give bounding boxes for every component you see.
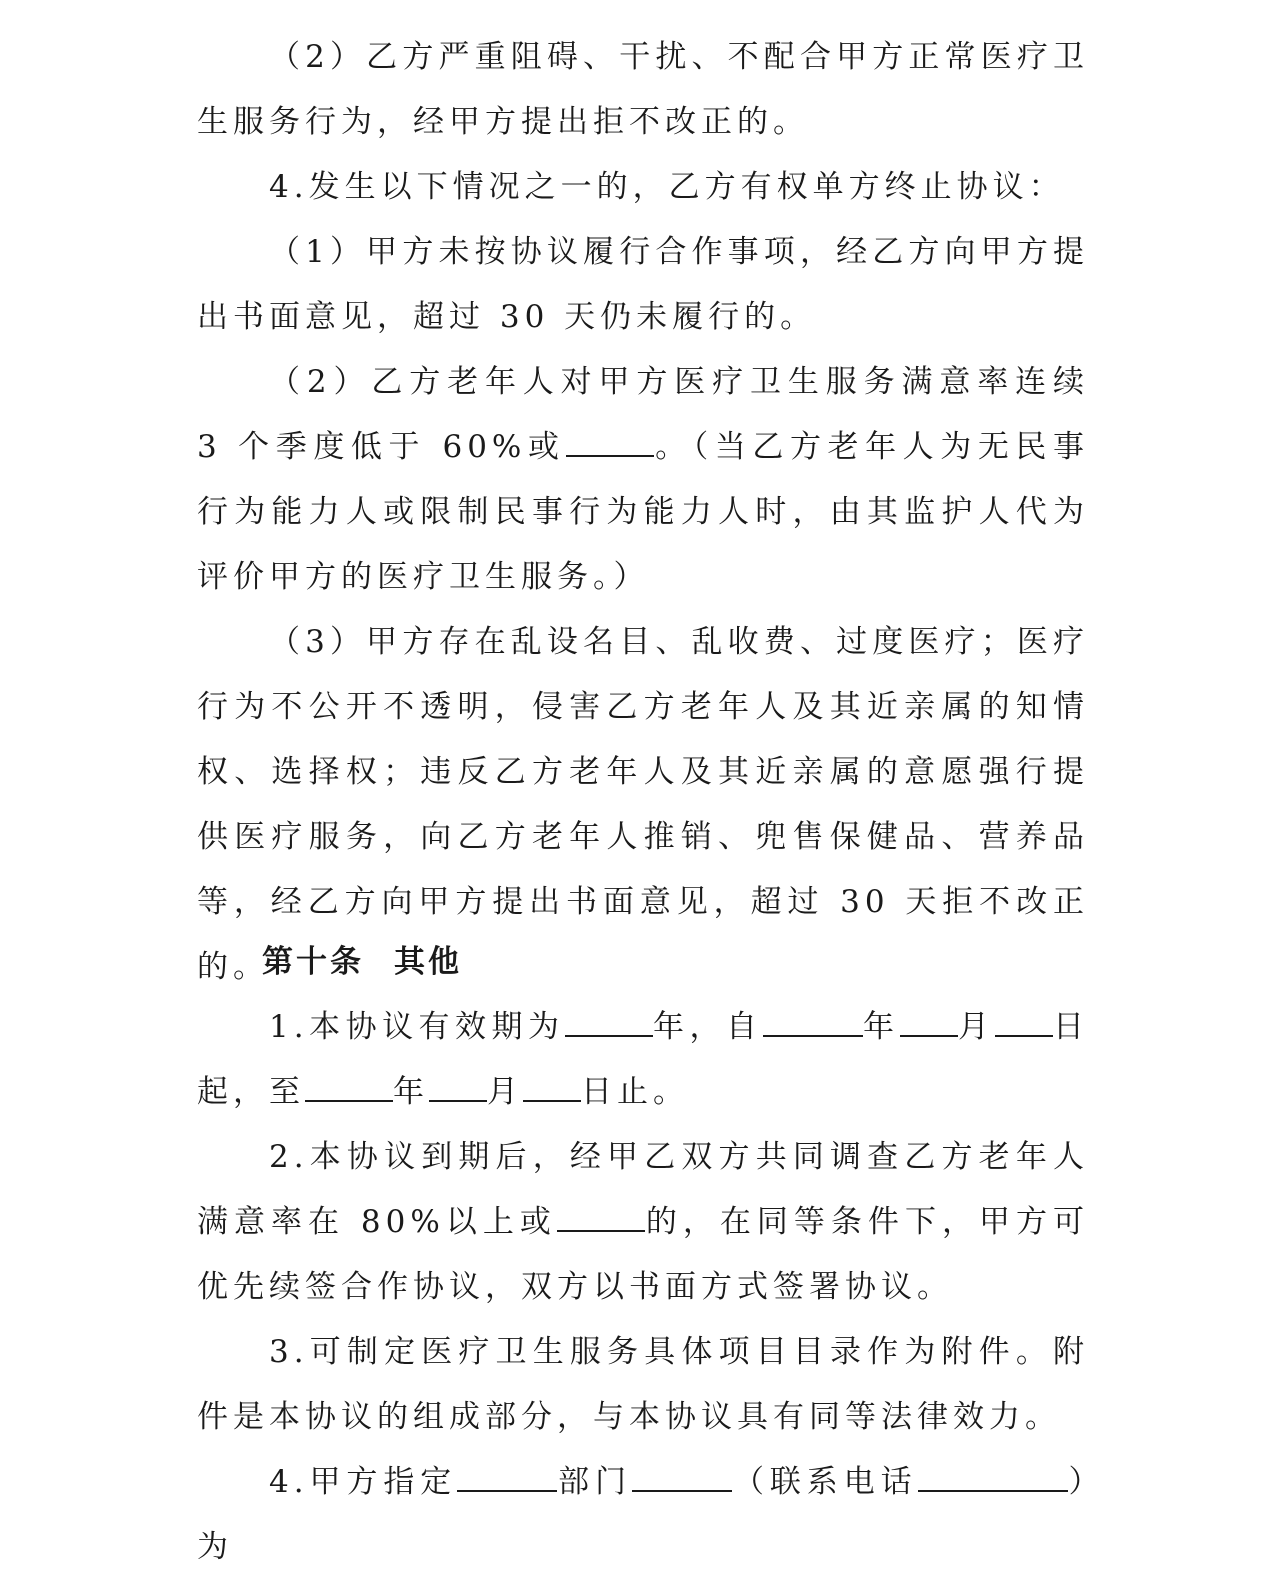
blank-field-start-day[interactable] [995, 1007, 1053, 1037]
blank-field-renewal-condition[interactable] [557, 1202, 645, 1232]
section-title: 其他 [394, 944, 462, 980]
clause4-text-c: （联系电话 [732, 1464, 918, 1500]
clause4-text-d: ）为 [197, 1464, 1090, 1565]
blank-field-start-year[interactable] [763, 1007, 863, 1037]
clause-appendix: 3.可制定医疗卫生服务具体项目目录作为附件。附件是本协议的组成部分，与本协议具有同等法律效力。 [197, 1334, 1089, 1435]
blank-field-satisfaction[interactable] [566, 427, 654, 457]
section-heading [262, 930, 462, 995]
clause1-text-a: 1.本协议有效期为 [269, 1009, 565, 1045]
clause1-text-c: 年 [862, 1009, 900, 1045]
blank-field-end-day[interactable] [523, 1072, 581, 1102]
clause-designated-department [197, 1450, 1089, 1580]
clause1-text-b: 年，自 [652, 1009, 763, 1045]
clause1-text-g: 月 [487, 1074, 523, 1110]
clause4-text-a: 4.甲方指定 [269, 1464, 458, 1500]
clause-renewal [197, 1125, 1089, 1320]
blank-field-designated-party[interactable] [457, 1462, 557, 1492]
blank-field-department[interactable] [632, 1462, 732, 1492]
paragraph-improper-practices: （3）甲方存在乱设名目、乱收费、过度医疗；医疗行为不公开不透明，侵害乙方老年人及其近亲属的知情权、选择权；违反乙方老年人及其近亲属的意愿强行提供医疗服务，向乙方老年人推销、兜售保健品、营养品等，经乙方向甲方提出书面意见，超过 30 天拒不改正的。 [197, 624, 1089, 985]
paragraph-party-a-nonperformance: （1）甲方未按协议履行合作事项，经乙方向甲方提出书面意见，超过 30 天仍未履行的。 [197, 234, 1089, 335]
blank-field-end-month[interactable] [429, 1072, 487, 1102]
satisfaction-text-start: （2）乙方老年人对甲方医疗卫生服务满意率连续 3 个季度低于 60%或 [197, 364, 1089, 465]
clause-validity-period [197, 995, 1089, 1125]
blank-field-years[interactable] [565, 1007, 653, 1037]
paragraph-party-b-obstruction: （2）乙方严重阻碍、干扰、不配合甲方正常医疗卫生服务行为，经甲方提出拒不改正的。 [197, 39, 1089, 140]
clause1-text-h: 日止。 [581, 1074, 689, 1110]
blank-field-contact-phone[interactable] [918, 1462, 1068, 1492]
paragraph-satisfaction-rate [197, 350, 1089, 610]
paragraph-party-b-termination-rights: 4.发生以下情况之一的，乙方有权单方终止协议： [269, 169, 1065, 205]
clause1-text-d: 月 [957, 1009, 995, 1045]
blank-field-start-month[interactable] [900, 1007, 958, 1037]
clause2-text-a: 2.本协议到期后，经甲乙双方共同调查乙方老年人满意率在 80%以上或 [197, 1139, 1089, 1240]
blank-field-end-year[interactable] [305, 1072, 393, 1102]
clause1-text-f: 年 [393, 1074, 429, 1110]
clause4-text-b: 部门 [557, 1464, 633, 1500]
clause1-text-e: 日起，至 [197, 1009, 1090, 1110]
satisfaction-text-end: 。（当乙方老年人为无民事行为能力人或限制民事行为能力人时，由其监护人代为评价甲方的医疗卫生服务。） [197, 429, 1089, 595]
clause2-text-b: 的，在同等条件下，甲方可优先续签合作协议，双方以书面方式签署协议。 [197, 1204, 1089, 1305]
section-number: 第十条 [262, 944, 364, 980]
